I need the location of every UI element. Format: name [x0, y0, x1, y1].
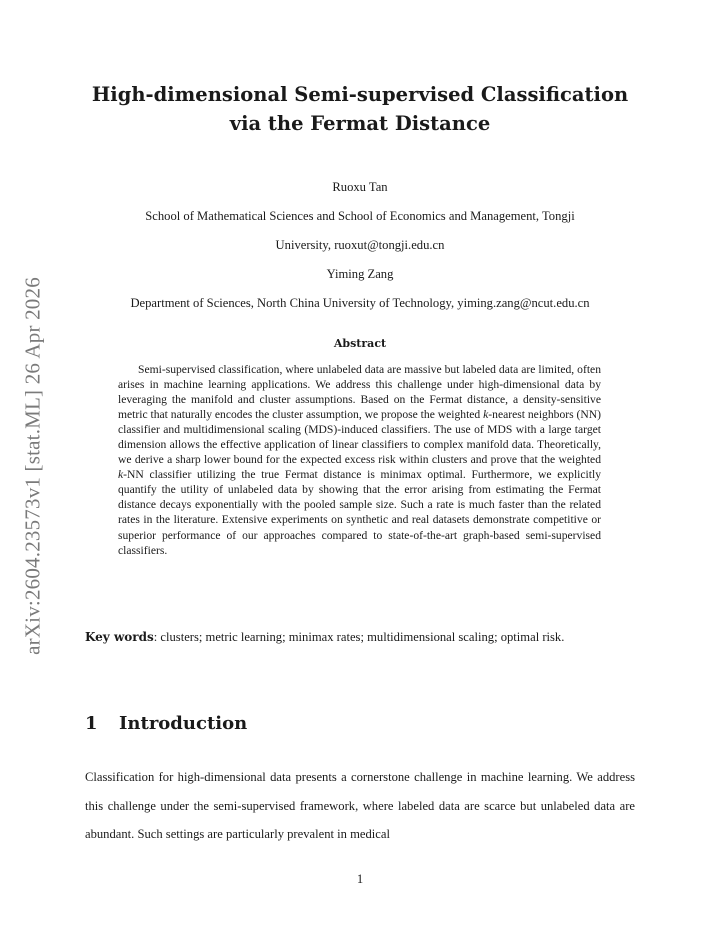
page-number: 1: [356, 872, 364, 886]
author-affiliation-2: Department of Sciences, North China University of Technology, yiming.zang@ncut.edu.cn: [130, 296, 590, 310]
abstract-k-symbol: k: [483, 408, 489, 422]
abstract-text-part-3: -NN classifier utilizing the true Fermat distance is minimax optimal. Furthermore, we explicitly quantify the utility of unlabeled data by showing that the error arising from estimating the Fermat distance decays exponentially with the pooled sample size. Such a rate is much faster than the related rates in the literature. Extensive experiments on synthetic and real datasets demonstrate competitive or superior performance of our approaches compared to state-of-the-art graph-based semi-supervised classifiers.: [118, 468, 601, 557]
abstract-heading: Abstract: [333, 337, 387, 350]
keywords-label: Key words: [85, 630, 154, 644]
author-affiliation-1-line-2: University, ruoxut@tongji.edu.cn: [275, 238, 445, 252]
section-heading: [85, 713, 247, 734]
author-name-1: Ruoxu Tan: [332, 180, 388, 194]
keywords-list: : clusters; metric learning; minimax rates; multidimensional scaling; optimal risk.: [153, 630, 565, 644]
section-number: 1: [85, 713, 98, 734]
paper-title: High-dimensional Semi-supervised Classification via the Fermat Distance: [91, 83, 629, 135]
abstract-text-part-1: Semi-supervised classification, where unlabeled data are massive but labeled data are limited, often arises in machine learning applications. We address this challenge under high-dimensional data by leveraging the manifold and cluster assumptions. Based on the Fermat distance, a density-sensitive metric that naturally encodes the cluster assumption, we propose the weighted: [118, 363, 601, 422]
abstract-text-part-2: -nearest neighbors (NN) classifier and multidimensional scaling (MDS)-induced classifiers. The use of MDS with a large target dimension allows the effective application of linear classifiers to complex manifold data. Theoretically, we derive a sharp lower bound for the expected excess risk within clusters and prove that the weighted: [118, 408, 601, 467]
arxiv-identifier-stamp: arXiv:2604.23573v1 [stat.ML] 26 Apr 2026: [20, 277, 45, 655]
author-name-2: Yiming Zang: [326, 267, 394, 281]
section-title: Introduction: [119, 713, 248, 734]
introduction-body-text: Classification for high-dimensional data presents a cornerstone challenge in machine learning. We address this challenge under the semi-supervised framework, where labeled data are scarce but unlabeled data are abundant. Such settings are particularly prevalent in medical: [85, 770, 635, 841]
abstract-body: [118, 362, 601, 558]
keywords-paragraph: [85, 623, 635, 651]
author-affiliation-1-line-1: School of Mathematical Sciences and School of Economics and Management, Tongji: [145, 209, 575, 223]
abstract-k-symbol: k: [118, 468, 124, 482]
